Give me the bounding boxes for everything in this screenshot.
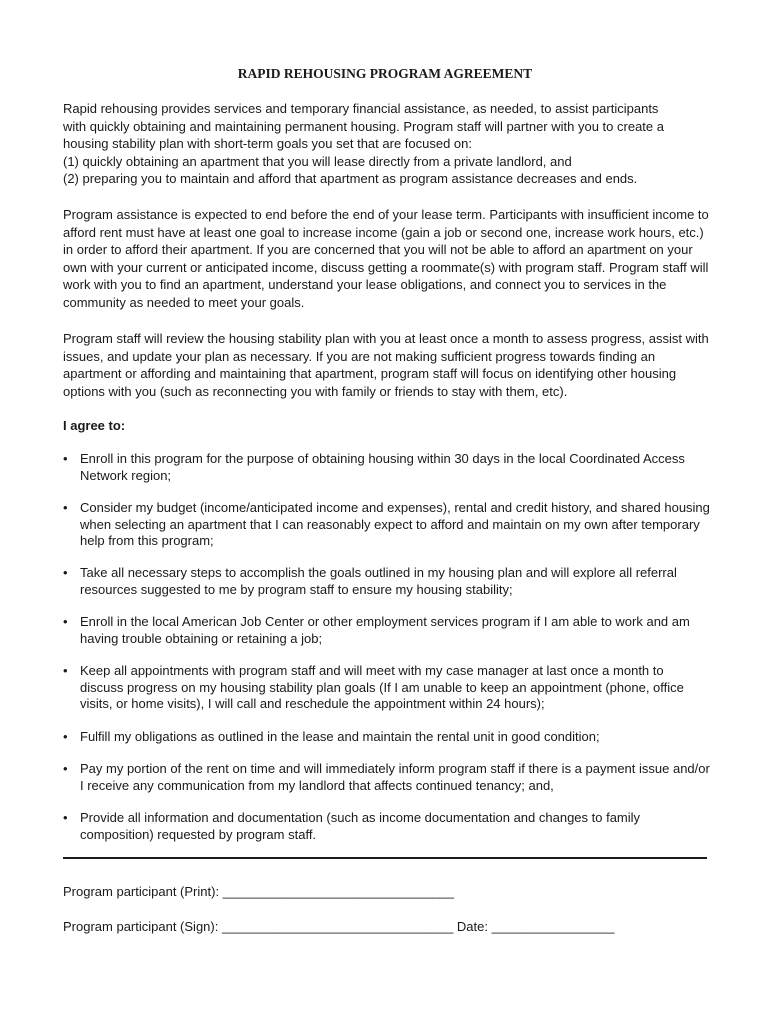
bullet-icon: • — [63, 451, 68, 466]
review-paragraph: Program staff will review the housing stability plan with you at least once a month to assess progress, assist with issues, and update your plan as necessary. If you are not making sufficient progress towards finding an apartment or affording and maintaining that apartment, program staff will focus on identifying other housing options with you (such as reconnecting you with family or friends to stay with them, etc). — [63, 331, 709, 399]
list-item — [63, 614, 710, 647]
list-item-text: Pay my portion of the rent on time and will immediately inform program staff if there is a payment issue and/or I receive any communication from my landlord that affects continued tenancy; and, — [80, 761, 710, 793]
list-item — [63, 810, 710, 843]
list-item-text: Take all necessary steps to accomplish the goals outlined in my housing plan and will explore all referral resources suggested to me by program staff to ensure my housing stability; — [80, 565, 677, 597]
print-name-line[interactable]: Program participant (Print): ________________________________ — [63, 884, 455, 899]
list-item — [63, 729, 710, 746]
intro-line: with quickly obtaining and maintaining permanent housing. Program staff will partner with you to create a — [63, 118, 664, 134]
bullet-icon: • — [63, 614, 68, 629]
bullet-icon: • — [63, 663, 68, 678]
agree-heading: I agree to: — [63, 418, 126, 433]
assistance-paragraph: Program assistance is expected to end before the end of your lease term. Participants with insufficient income to afford rent must have at least one goal to increase income (gain a job or second one, increase work hours, etc.) in order to afford their apartment. If you are concerned that you will not be able to afford an apartment on your own with your current or anticipated income, discuss getting a roommate(s) with program staff. Program staff will work with you to find an apartment, understand your lease obligations, and connect you to services in the community as needed to meet your goals. — [63, 207, 709, 310]
list-item — [63, 565, 710, 598]
intro-item-2: (2) preparing you to maintain and afford that apartment as program assistance decreases and ends. — [63, 171, 638, 186]
intro-item-1: (1) quickly obtaining an apartment that you will lease directly from a private landlord, and — [63, 153, 572, 169]
intro-line: Rapid rehousing provides services and temporary financial assistance, as needed, to assist participants — [63, 101, 659, 116]
bullet-icon: • — [63, 761, 68, 776]
intro-line: housing stability plan with short-term goals you set that are focused on: — [63, 136, 472, 151]
bullet-icon: • — [63, 500, 68, 515]
list-item — [63, 761, 710, 794]
bullet-icon: • — [63, 729, 68, 744]
list-item-text: Enroll in this program for the purpose of obtaining housing within 30 days in the local Coordinated Access Network region; — [80, 451, 685, 483]
sign-date-line[interactable]: Program participant (Sign): ________________________________ Date: _________________ — [63, 919, 615, 934]
section-divider — [63, 857, 707, 859]
list-item-text: Provide all information and documentation (such as income documentation and changes to family composition) requested by program staff. — [80, 810, 641, 842]
list-item-text: Keep all appointments with program staff and will meet with my case manager at last once a month to discuss progress on my housing stability plan goals (If I am unable to keep an appointment (phone, office visits, or home visits), I will call and reschedule the appointment within 24 hours); — [80, 663, 684, 711]
list-item-text: Consider my budget (income/anticipated income and expenses), rental and credit history, and shared housing when selecting an apartment that I can reasonably expect to afford and maintain on my own after temporary help from this program; — [80, 500, 710, 548]
list-item-text: Enroll in the local American Job Center or other employment services program if I am able to work and am having trouble obtaining or retaining a job; — [80, 614, 690, 646]
document-title: RAPID REHOUSING PROGRAM AGREEMENT — [237, 66, 533, 81]
list-item — [63, 451, 710, 484]
bullet-icon: • — [63, 565, 68, 580]
intro-paragraph — [63, 100, 713, 188]
list-item-text: Fulfill my obligations as outlined in the lease and maintain the rental unit in good condition; — [80, 729, 600, 744]
bullet-icon: • — [63, 810, 68, 825]
list-item — [63, 500, 710, 550]
list-item — [63, 663, 710, 713]
